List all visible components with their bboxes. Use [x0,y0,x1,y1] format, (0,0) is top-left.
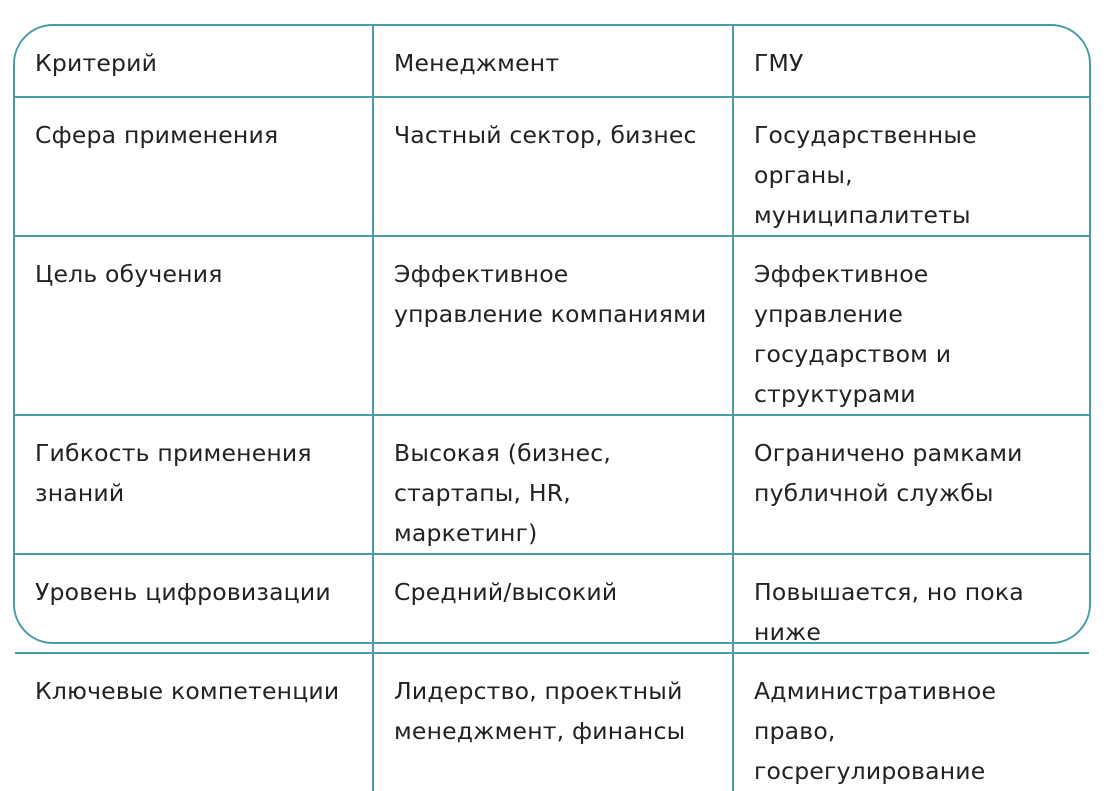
cell-text: Сфера применения [35,121,279,149]
cell-text: Уровень цифровизации [35,578,331,606]
header-management-label: Менеджмент [394,49,560,77]
table-cell [373,236,733,415]
cell-text: Эффективное управление государством и структурами [754,260,952,408]
header-cell-gmu [733,26,1089,97]
header-cell-management [373,26,733,97]
cell-text: Государственные органы, муниципалитеты [754,121,977,229]
table-cell [15,415,373,554]
cell-text: Лидерство, проектный менеджмент, финансы [394,677,686,745]
table-row [15,236,1089,415]
table-cell [733,236,1089,415]
table-row [15,415,1089,554]
table-row [15,653,1089,791]
table-cell [15,653,373,791]
cell-text: Частный сектор, бизнес [394,121,697,149]
header-gmu-label: ГМУ [754,49,804,77]
comparison-table-grid [15,26,1089,791]
cell-text: Средний/высокий [394,578,618,606]
cell-text: Административное право, госрегулирование [754,677,997,785]
cell-text: Ограничено рамками публичной службы [754,439,1023,507]
table-cell [733,653,1089,791]
table-cell [733,554,1089,653]
table-cell [733,415,1089,554]
header-criterion-label: Критерий [35,49,158,77]
cell-text: Эффективное управление компаниями [394,260,707,328]
table-cell [15,554,373,653]
cell-text: Ключевые компетенции [35,677,340,705]
table-cell [373,415,733,554]
table-cell [373,653,733,791]
table-row [15,97,1089,236]
cell-text: Высокая (бизнес, стартапы, HR, маркетинг) [394,439,612,547]
table-cell [373,554,733,653]
cell-text: Гибкость применения знаний [35,439,312,507]
header-cell-criterion [15,26,373,97]
table-cell [15,236,373,415]
table-cell [373,97,733,236]
table-header-row [15,26,1089,97]
comparison-table [13,24,1091,785]
table-row [15,554,1089,653]
cell-text: Цель обучения [35,260,223,288]
table-cell [15,97,373,236]
table-cell [733,97,1089,236]
cell-text: Повышается, но пока ниже [754,578,1024,646]
